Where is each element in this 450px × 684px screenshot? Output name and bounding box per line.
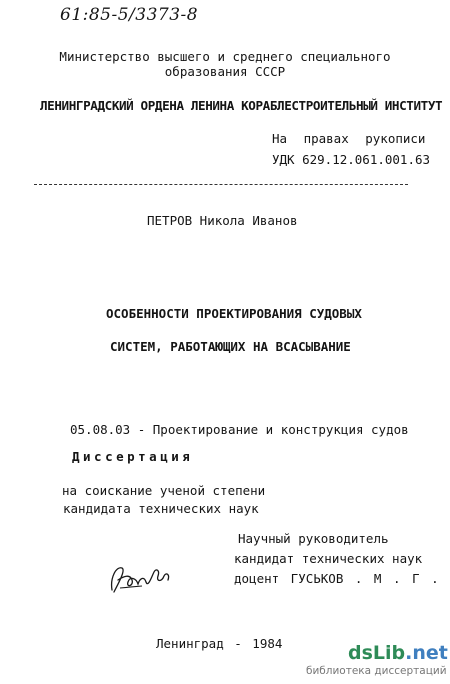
dissertation-title-line-1: ОСОБЕННОСТИ ПРОЕКТИРОВАНИЯ СУДОВЫХ [106, 306, 362, 321]
dslib-subtitle: библиотека диссертаций [306, 665, 447, 677]
author-name: ПЕТРОВ Никола Иванов [147, 213, 298, 228]
specialty-code: 05.08.03 - Проектирование и конструкция судов [70, 422, 409, 437]
degree-line-1: на соискание ученой степени [62, 483, 266, 498]
udk-code: УДК 629.12.061.001.63 [272, 152, 431, 167]
supervisor-line-2: кандидат технических наук [234, 551, 423, 566]
dslib-logo [348, 642, 448, 664]
dissertation-title-line-2: СИСТЕМ, РАБОТАЮЩИХ НА ВСАСЫВАНИЕ [110, 339, 351, 354]
handwritten-signature-icon [104, 558, 176, 598]
document-type: Диссертация [72, 449, 194, 464]
city-year: Ленинград - 1984 [156, 636, 283, 651]
supervisor-line-1: Научный руководитель [238, 531, 389, 546]
dslib-brand-net: .net [405, 642, 448, 664]
degree-line-2: кандидата технических наук [63, 501, 259, 516]
manuscript-rights: На правах рукописи [272, 131, 426, 146]
dslib-brand-lib: Lib [372, 642, 406, 664]
ministry-line-2: образования СССР [164, 64, 286, 79]
dslib-brand-ds: ds [348, 642, 373, 664]
divider-dashed-line [34, 184, 408, 185]
supervisor-line-3: доцент ГУСЬКОВ . М . Г . [234, 571, 439, 586]
ministry-line-1: Министерство высшего и среднего специального [59, 49, 391, 64]
institute-name: ЛЕНИНГРАДСКИЙ ОРДЕНА ЛЕНИНА КОРАБЛЕСТРОИТЕЛЬНЫЙ ИНСТИТУТ [40, 98, 443, 113]
archive-number: 61:85-5/3373-8 [60, 5, 199, 25]
dslib-watermark [300, 640, 446, 680]
